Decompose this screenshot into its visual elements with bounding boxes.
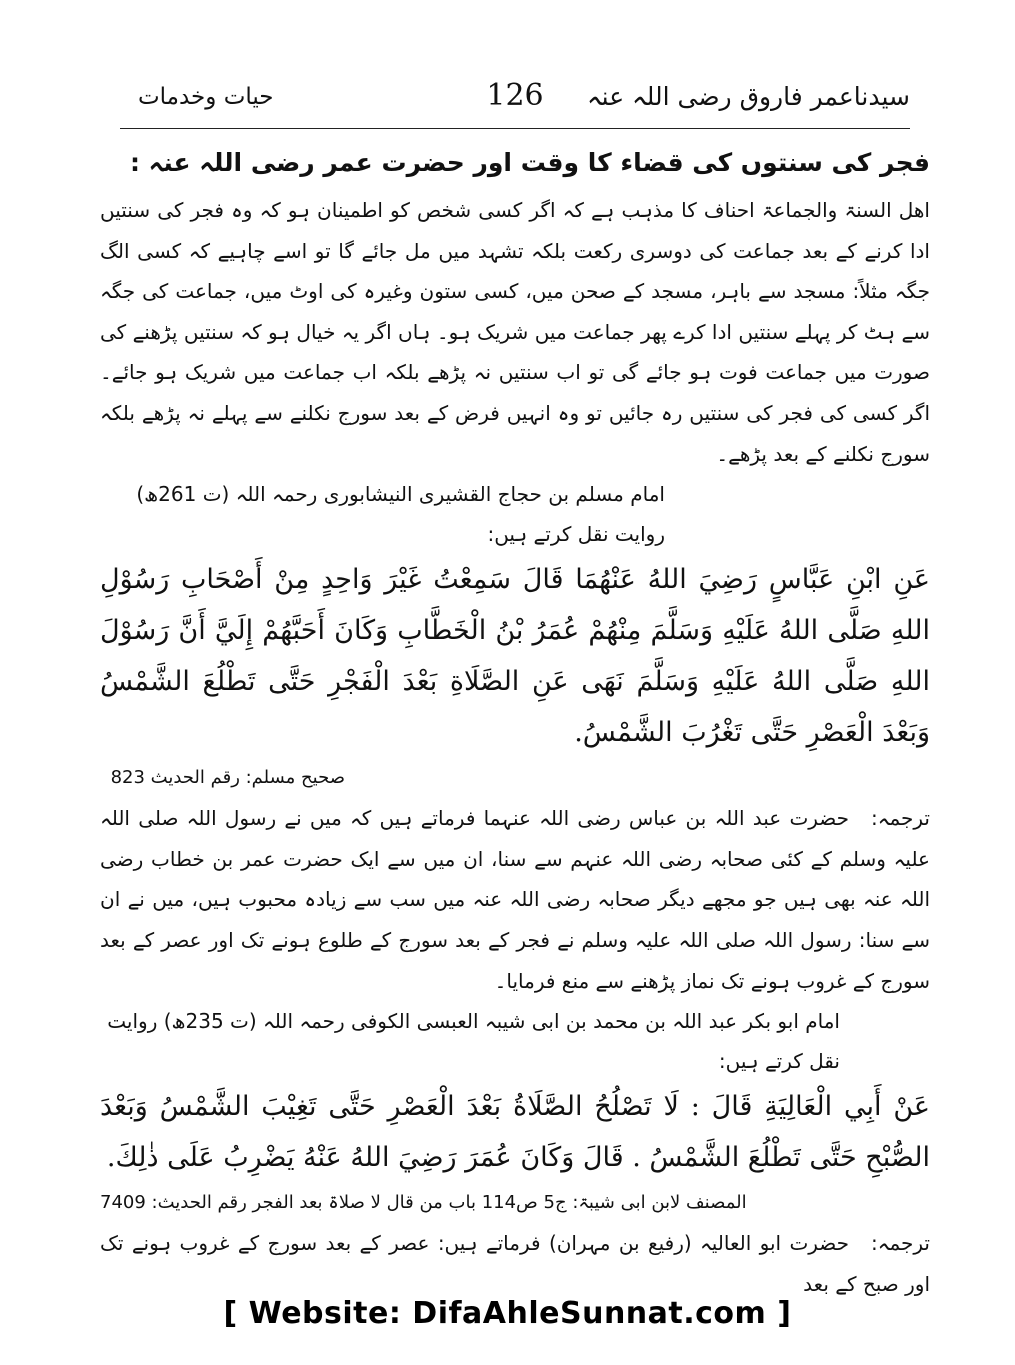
- website-footer: [ Website: DifaAhleSunnat.com ]: [223, 1296, 792, 1331]
- hadith-arabic-2: عَنْ أَبِي الْعَالِيَةِ قَالَ : لَا تَصْلُحُ الصَّلَاةُ بَعْدَ الْعَصْرِ حَتَّى تَغِيْبَ الشَّمْسُ وَبَعْدَ الصُّبْحِ حَتَّى تَطْلُعَ الشَّمْسُ . قَالَ وَكَانَ عُمَرَ رَضِيَ اللهُ عَنْهُ يَضْرِبُ عَلَى ذٰلِكَ.: [100, 1091, 930, 1174]
- paragraph-ruling: اھل السنۃ والجماعۃ احناف کا مذہب ہے کہ اگر کسی شخص کو اطمینان ہو کہ وہ فجر کی سنتیں ادا کرنے کے بعد جماعت کی دوسری رکعت بلکہ تشہد میں مل جائے گا تو اسے چاہیے کہ کسی الگ جگہ مثلاً: مسجد سے باہر، مسجد کے صحن میں، کسی ستون وغیرہ کی اوٹ میں، جماعت کی جگہ سے ہٹ کر پہلے سنتیں ادا کرے پھر جماعت میں شریک ہو۔ ہاں اگر یہ خیال ہو کہ سنتیں پڑھنے کی صورت میں جماعت فوت ہو جائے گی تو اب سنتیں نہ پڑھے بلکہ اب جماعت میں شریک ہو جائے۔ اگر کسی کی فجر کی سنتیں رہ جائیں تو وہ انہیں فرض کے بعد سورج نکلنے سے پہلے نہ پڑھے بلکہ سورج نکلنے کے بعد پڑھے۔: [100, 198, 930, 466]
- section-title: حیات وخدمات: [138, 84, 274, 110]
- page-header: [120, 78, 910, 128]
- header-divider: [120, 128, 910, 129]
- page-body: [100, 136, 930, 1304]
- translation-2: [100, 1223, 930, 1304]
- hadith-arabic-1: عَنِ ابْنِ عَبَّاسٍ رَضِيَ اللهُ عَنْهُمَا قَالَ سَمِعْتُ غَيْرَ وَاحِدٍ مِنْ أَصْحَابِ رَسُوْلِ اللهِ صَلَّى اللهُ عَلَيْهِ وَسَلَّمَ مِنْهُمْ عُمَرُ بْنُ الْخَطَّابِ وَكَانَ أَحَبَّهُمْ إِلَيَّ أَنَّ رَسُوْلَ اللهِ صَلَّى اللهُ عَلَيْهِ وَسَلَّمَ نَهَى عَنِ الصَّلَاةِ بَعْدَ الْفَجْرِ حَتَّى تَطْلُعَ الشَّمْسُ وَبَعْدَ الْعَصْرِ حَتَّى تَغْرُبَ الشَّمْسُ.: [100, 564, 930, 749]
- reference-musannaf: المصنف لابن ابی شیبۃ: ج5 ص114 باب من قال لا صلاۃ بعد الفجر رقم الحدیث: 7409: [100, 1192, 747, 1214]
- translation-text: حضرت عبد اللہ بن عباس رضی اللہ عنہما فرماتے ہیں کہ میں نے رسول اللہ صلی اللہ علیہ وسلم کے کئی صحابہ رضی اللہ عنہم سے سنا، ان میں سے ایک حضرت عمر بن خطاب رضی اللہ عنہ بھی ہیں جو مجھے دیگر صحابہ رضی اللہ عنہ میں سب سے زیادہ محبوب ہیں، میں نے ان سے سنا: رسول اللہ صلی اللہ علیہ وسلم نے فجر کے بعد سورج کے طلوع ہونے تک اور عصر کے بعد سورج کے غروب ہونے تک نماز پڑھنے سے منع فرمایا۔: [100, 806, 930, 993]
- book-title: سیدناعمر فاروق رضی اللہ عنہ: [587, 82, 910, 111]
- translation-1: [100, 798, 930, 1001]
- translation-label: ترجمہ:: [871, 1231, 930, 1256]
- narration-intro-muslim: امام مسلم بن حجاج القشیری النیشابوری رحمہ اللہ (ت 261ھ) روایت نقل کرتے ہیں:: [136, 482, 665, 547]
- translation-text: حضرت ابو العالیہ (رفیع بن مہران) فرماتے ہیں: عصر کے بعد سورج کے غروب ہونے تک اور صبح کے بعد: [100, 1231, 930, 1296]
- translation-label: ترجمہ:: [871, 806, 930, 831]
- page-number: 126: [486, 78, 544, 113]
- section-heading: فجر کی سنتوں کی قضاء کا وقت اور حضرت عمر رضی اللہ عنہ :: [129, 148, 930, 177]
- reference-muslim: صحیح مسلم: رقم الحدیث 823: [110, 767, 345, 789]
- narration-intro-ibn-abi-shaybah: امام ابو بکر عبد اللہ بن محمد بن ابی شیبہ العبسی الکوفی رحمہ اللہ (ت 235ھ) روایت نقل کرتے ہیں:: [107, 1009, 840, 1074]
